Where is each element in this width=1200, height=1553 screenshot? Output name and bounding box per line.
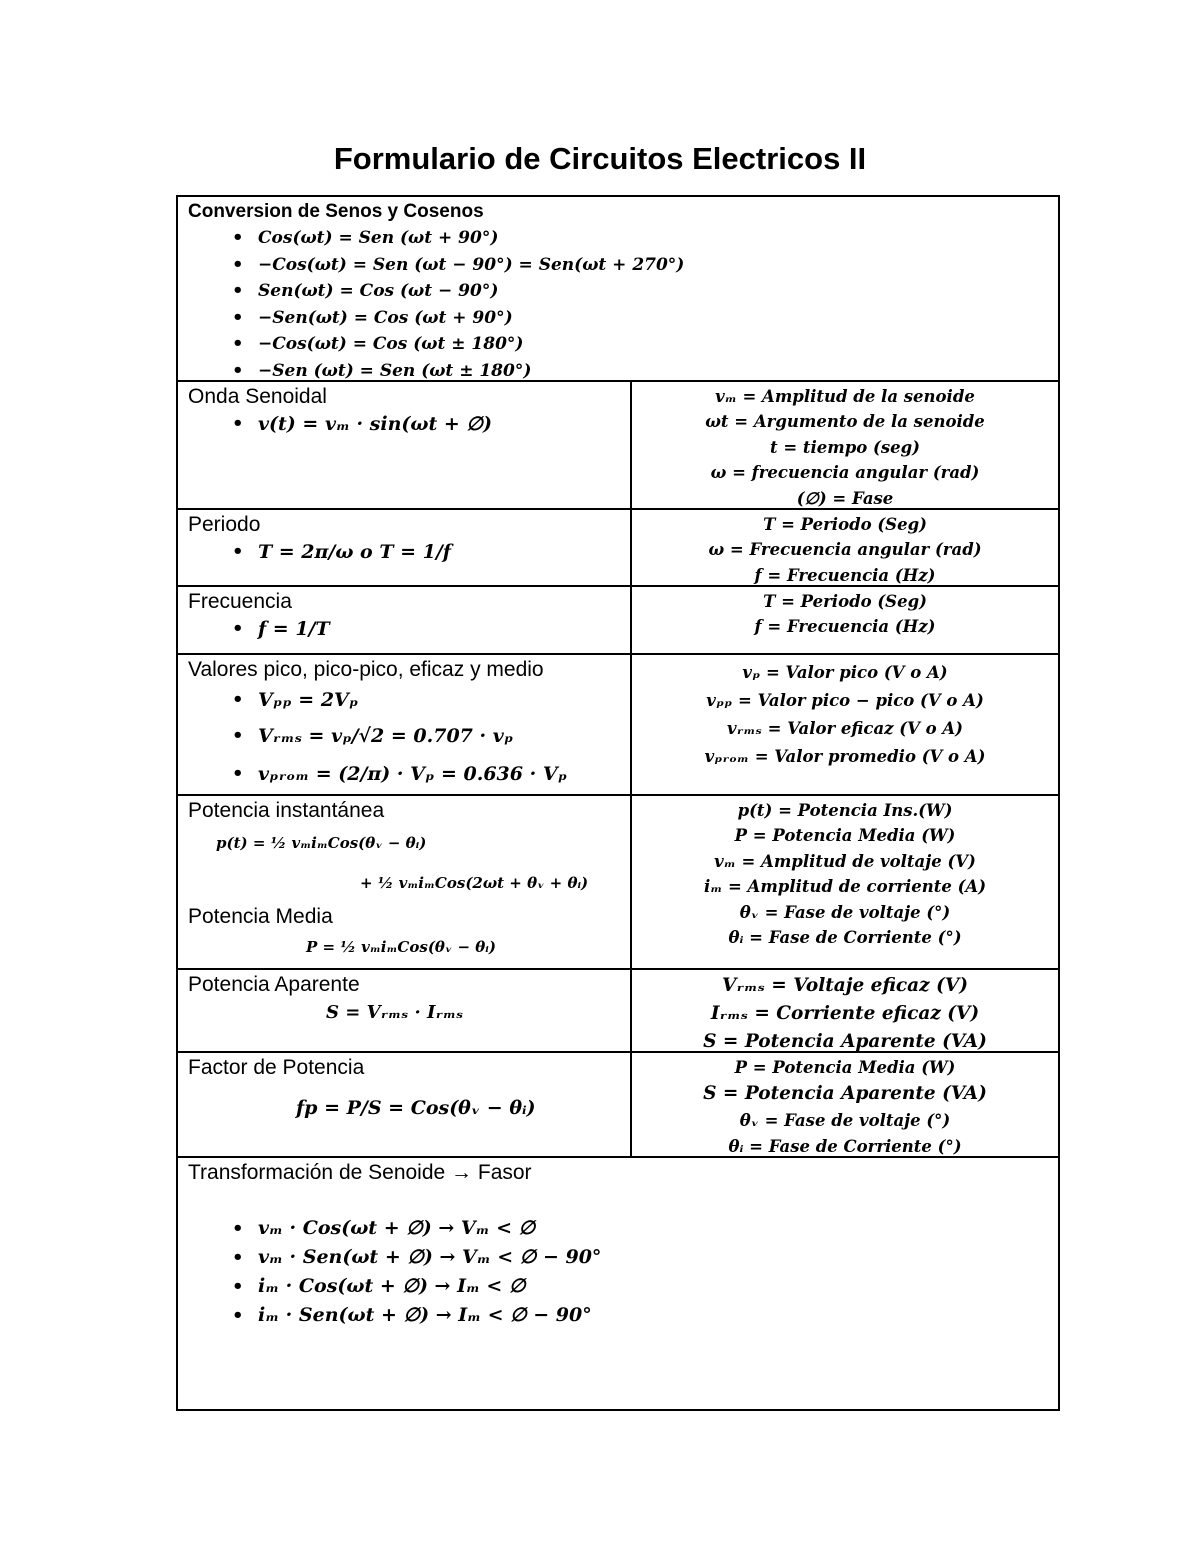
- definition: θᵥ = Fase de voltaje (°): [739, 1111, 951, 1131]
- definition: t = tiempo (seg): [769, 437, 920, 457]
- potencia-media-heading: Potencia Media: [188, 905, 333, 928]
- section-frecuencia: [176, 585, 1060, 655]
- section-potencia-aparente: [176, 968, 1060, 1053]
- definition: T = Periodo (Seg): [763, 515, 927, 534]
- potencia-heading: Potencia instantánea: [188, 799, 385, 822]
- definition: S = Potencia Aparente (VA): [703, 1083, 987, 1105]
- definition: θᵥ = Fase de voltaje (°): [739, 902, 951, 922]
- definition: (∅) = Fase: [796, 488, 894, 508]
- transform-heading: Transformación de Senoide → Fasor: [188, 1161, 532, 1184]
- list-item: • −Sen (ωt) = Sen (ωt ± 180°): [188, 358, 1048, 381]
- conversion-heading: Conversion de Senos y Cosenos: [188, 201, 484, 222]
- list-item: • T = 2π/ω o T = 1/f: [188, 538, 620, 566]
- list-item: • vₚᵣₒₘ = (2/π) · Vₚ = 0.636 · Vₚ: [188, 755, 620, 793]
- definition: iₘ = Amplitud de corriente (A): [703, 877, 987, 897]
- list-item: • −Cos(ωt) = Cos (ωt ± 180°): [188, 331, 1048, 358]
- definition: vₘ = Amplitud de la senoide: [715, 387, 975, 406]
- section-onda-senoidal: [176, 380, 1060, 510]
- list-item: • iₘ · Cos(ωt + ∅) → Iₘ < ∅: [188, 1272, 1048, 1301]
- potencia-eq-1: p(t) = ½ vₘiₘCos(θᵥ − θᵢ): [216, 834, 427, 852]
- list-item: • Vₚₚ = 2Vₚ: [188, 683, 620, 717]
- section-factor-potencia: [176, 1051, 1060, 1158]
- list-item: • Sen(ωt) = Cos (ωt − 90°): [188, 278, 1048, 305]
- section-transformacion: [176, 1156, 1060, 1411]
- potencia-eq-2: + ½ vₘiₘCos(2ωt + θᵥ + θᵢ): [360, 874, 589, 892]
- list-item: • Cos(ωt) = Sen (ωt + 90°): [188, 225, 1048, 252]
- definition: f = Frecuencia (Hz): [754, 617, 936, 637]
- definition: Iᵣₘₛ = Corriente eficaz (V): [710, 1003, 980, 1024]
- definition: ωt = Argumento de la senoide: [705, 412, 985, 432]
- definition: vₘ = Amplitud de voltaje (V): [714, 851, 976, 871]
- list-item: • vₘ · Sen(ωt + ∅) → Vₘ < ∅ − 90°: [188, 1243, 1048, 1272]
- list-item: • −Cos(ωt) = Sen (ωt − 90°) = Sen(ωt + 270°): [188, 252, 1048, 279]
- definition: P = Potencia Media (W): [734, 826, 956, 846]
- section-valores: [176, 653, 1060, 796]
- conversion-list: [188, 225, 1048, 380]
- valores-heading: Valores pico, pico-pico, eficaz y medio: [188, 658, 544, 681]
- potencia-eq-3: P = ½ vₘiₘCos(θᵥ − θᵢ): [306, 938, 496, 956]
- definition: vₚ = Valor pico (V o A): [742, 663, 948, 682]
- aparente-eq: S = Vᵣₘₛ · Iᵣₘₛ: [326, 1002, 464, 1023]
- factor-heading: Factor de Potencia: [188, 1056, 365, 1079]
- section-potencia: [176, 794, 1060, 970]
- list-item: • f = 1/T: [188, 615, 620, 643]
- factor-eq: fp = P/S = Cos(θᵥ − θᵢ): [296, 1097, 536, 1119]
- definition: P = Potencia Media (W): [734, 1058, 956, 1077]
- definition: ω = frecuencia angular (rad): [710, 463, 980, 483]
- list-item: • Vᵣₘₛ = vₚ/√2 = 0.707 · vₚ: [188, 717, 620, 755]
- section-periodo: [176, 508, 1060, 587]
- periodo-heading: Periodo: [188, 513, 261, 536]
- definition: f = Frecuencia (Hz): [754, 565, 936, 585]
- list-item: • vₘ · Cos(ωt + ∅) → Vₘ < ∅: [188, 1214, 1048, 1243]
- onda-heading: Onda Senoidal: [188, 385, 327, 408]
- definition: θᵢ = Fase de Corriente (°): [728, 928, 962, 948]
- definition: T = Periodo (Seg): [763, 592, 927, 611]
- aparente-heading: Potencia Aparente: [188, 973, 360, 996]
- list-item: • iₘ · Sen(ωt + ∅) → Iₘ < ∅ − 90°: [188, 1301, 1048, 1330]
- section-conversion: [176, 195, 1060, 382]
- definition: vₚᵣₒₘ = Valor promedio (V o A): [704, 747, 986, 766]
- definition: Vᵣₘₛ = Voltaje eficaz (V): [722, 975, 968, 996]
- list-item: • v(t) = vₘ · sin(ωt + ∅): [188, 410, 620, 438]
- definition: S = Potencia Aparente (VA): [703, 1031, 987, 1051]
- frecuencia-heading: Frecuencia: [188, 590, 292, 613]
- definition: ω = Frecuencia angular (rad): [708, 540, 982, 560]
- list-item: • −Sen(ωt) = Cos (ωt + 90°): [188, 305, 1048, 332]
- definition: vₚₚ = Valor pico − pico (V o A): [706, 691, 984, 710]
- page-title: Formulario de Circuitos Electricos II: [333, 141, 867, 176]
- definition: p(t) = Potencia Ins.(W): [737, 801, 953, 820]
- definition: θᵢ = Fase de Corriente (°): [728, 1136, 962, 1156]
- definition: vᵣₘₛ = Valor eficaz (V o A): [726, 719, 963, 738]
